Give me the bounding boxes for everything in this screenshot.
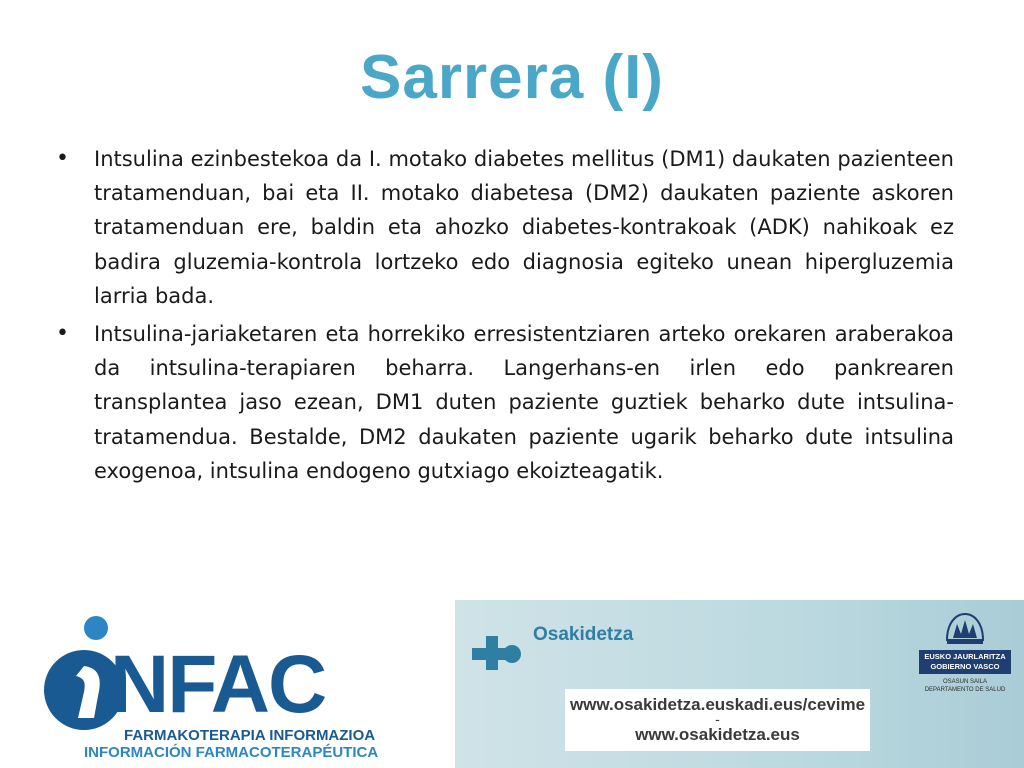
infac-subtitle-eu: FARMAKOTERAPIA INFORMAZIOA (124, 727, 376, 744)
bullet-text: Intsulina-jariaketaren eta horrekiko erresistentziaren arteko orekaren araberakoa da intsulina-terapiaren beharra. Langerhans-en irlen edo pankrearen transplantea jaso ezean, DM1 duten paziente guztiek beharko dute intsulina-tratamendua. Bestalde, DM2 daukaten paziente ugarik beharko dute intsulina exogenoa, intsulina endogeno gutxiago ekoizteagatik. (94, 322, 954, 483)
url-cevime-link[interactable]: www.osakidetza.euskadi.eus/cevime (569, 695, 866, 714)
url-osakidetza-link[interactable]: www.osakidetza.eus (635, 725, 800, 744)
government-name-es: GOBIERNO VASCO (930, 662, 1000, 671)
bullet-marker: • (56, 321, 69, 347)
infac-logo (40, 610, 380, 760)
osakidetza-banner (455, 600, 1024, 768)
bullet-list (56, 142, 954, 492)
osakidetza-name: Osakidetza (533, 624, 634, 645)
department-name-es: DEPARTAMENTO DE SALUD (924, 687, 1006, 693)
department-name-eu: OSASUN SAILA (942, 679, 987, 685)
infac-i-icon (40, 610, 120, 730)
bullet-item (56, 142, 954, 313)
government-name (919, 650, 1011, 674)
government-name-eu: EUSKO JAURLARITZA (924, 652, 1006, 661)
bullet-text: Intsulina ezinbestekoa da I. motako diabetes mellitus (DM1) daukaten pazienteen tratamenduan, bai eta II. motako diabetesa (DM2) daukaten paziente askoren tratamenduan ere, baldin eta ahozko diabetes-kontrakoak (ADK) nahikoak ez badira gluzemia-kontrola lortzeko edo diagnosia egiteko unean hipergluzemia larria bada. (94, 147, 954, 308)
url-box (565, 689, 870, 751)
coat-of-arms-icon (941, 610, 989, 646)
slide-title: Sarrera (I) (360, 43, 664, 112)
bullet-marker: • (56, 146, 69, 171)
url-separator: - (715, 711, 720, 727)
department-name (919, 678, 1011, 694)
osakidetza-logo-icon (468, 622, 528, 682)
bullet-item (56, 317, 954, 488)
infac-subtitle-es: INFORMACIÓN FARMACOTERAPÉUTICA (84, 744, 379, 761)
infac-logo-text: NFAC (110, 639, 326, 730)
footer (0, 600, 1024, 768)
